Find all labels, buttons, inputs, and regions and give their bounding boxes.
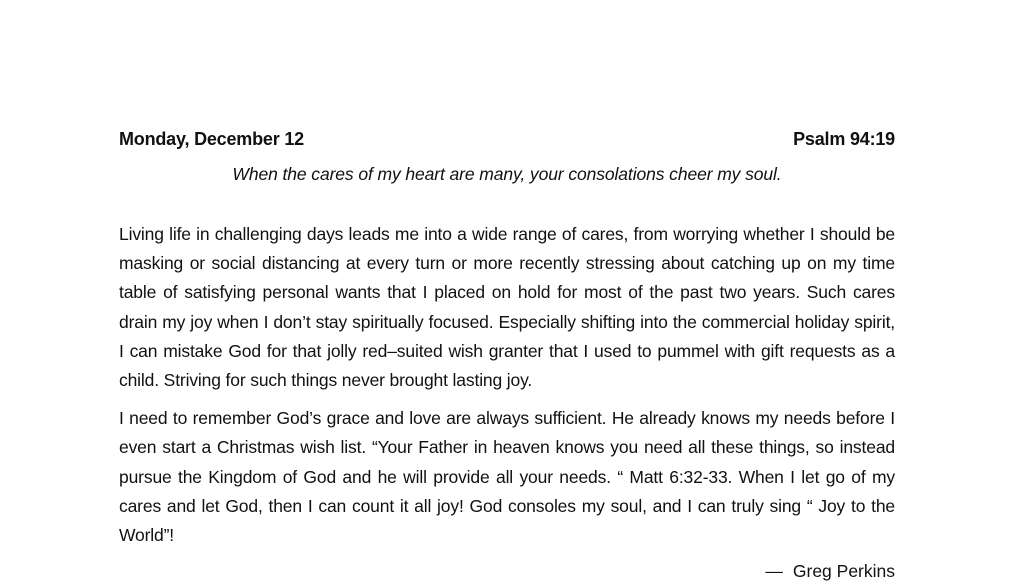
paragraph-1: Living life in challenging days leads me into a wide range of cares, from worrying whether I should be masking or social distancing at every turn or more recently stressing about catching up on my time table of satisfying personal wants that I placed on hold for most of the past two years. Such cares drain my joy when I don’t stay spiritually focused. Especially shifting into the commercial holiday spirit, I can mistake God for that jolly red–suited wish granter that I used to pummel with gift requests as a child. Striving for such things never brought lasting joy. [119, 224, 895, 391]
verse-quote: When the cares of my heart are many, your consolations cheer my soul. [232, 164, 782, 184]
scripture-reference: Psalm 94:19 [793, 128, 895, 149]
author-name: Greg Perkins [792, 561, 895, 581]
signature-dash: — [765, 561, 783, 581]
date-heading: Monday, December 12 [119, 128, 304, 149]
devotional-body [119, 220, 895, 559]
paragraph-2: I need to remember God’s grace and love are always sufficient. He already knows my needs before I even start a Christmas wish list. “Your Father in heaven knows you need all these things, so instead pursue the Kingdom of God and he will provide all your needs. “ Matt 6:32-33. When I let go of my cares and let God, then I can count it all joy! God consoles my soul, and I can truly sing “ Joy to the World”! [119, 408, 895, 546]
header-row [119, 127, 895, 151]
author-signature [765, 561, 895, 582]
